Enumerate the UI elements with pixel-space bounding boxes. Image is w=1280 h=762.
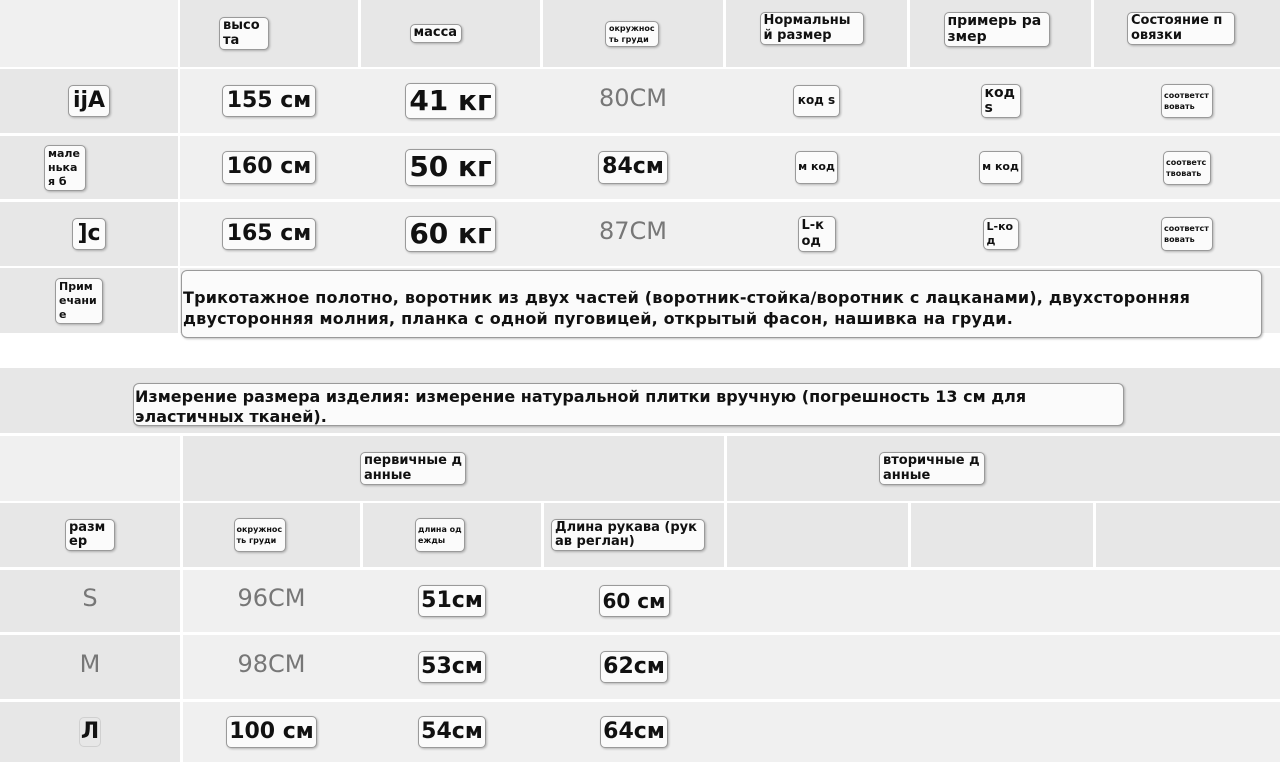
size-cell-1 [0, 69, 178, 133]
header-trial-size [910, 0, 1091, 67]
normal-value-3: L-код [798, 216, 836, 252]
header-normal-size-label: Нормальный размер [760, 12, 864, 45]
chest-cell-1 [543, 69, 723, 133]
secondary-group-header [727, 436, 1280, 501]
chest-value-s: 96CM [237, 584, 306, 612]
chest-cell-m [183, 635, 360, 699]
size-value-l: Л [79, 717, 101, 747]
empty-header-bg-2 [911, 503, 1093, 567]
corner-cell-2 [0, 436, 180, 501]
header-height [180, 0, 358, 67]
empty-header-bg-3 [1096, 503, 1280, 567]
header-weight-label: масса [410, 24, 462, 42]
normal-cell-1 [726, 69, 907, 133]
trial-cell-1 [910, 69, 1091, 133]
chest-value-2: 84см [598, 151, 668, 183]
trial-cell-3 [910, 202, 1091, 266]
length-value-l: 54см [418, 716, 486, 748]
sleeve-cell-l [544, 702, 724, 762]
size-cell-l [0, 702, 180, 762]
size-label-2: маленькая б [44, 145, 86, 191]
normal-value-2: м код [795, 151, 838, 183]
chest-value-1: 80CM [598, 84, 667, 112]
note-label: Примечание [55, 278, 103, 324]
header-state [1094, 0, 1280, 67]
weight-cell-3 [361, 202, 540, 266]
state-value-2: соответствовать [1163, 151, 1211, 185]
trial-value-2: м код [979, 151, 1022, 183]
length-value-m: 53см [418, 651, 486, 683]
chest-cell-3 [543, 202, 723, 266]
sleeve-header [544, 503, 724, 567]
trial-value-1: код s [981, 84, 1021, 119]
chest-value-l: 100 см [226, 716, 317, 748]
chest-header [183, 503, 360, 567]
length-header [363, 503, 541, 567]
weight-cell-1 [361, 69, 540, 133]
chest-header-label: окружность груди [234, 518, 286, 552]
size-cell-s [0, 570, 180, 632]
header-normal-size [726, 0, 907, 67]
state-cell-3 [1094, 202, 1280, 266]
length-cell-l [363, 702, 541, 762]
height-value-3: 165 см [222, 218, 317, 250]
header-trial-size-label: примерь размер [944, 12, 1050, 47]
state-cell-1 [1094, 69, 1280, 133]
empty-header-bg-1 [727, 503, 908, 567]
sleeve-cell-m [544, 635, 724, 699]
normal-value-1: код s [793, 85, 840, 116]
trial-value-3: L-код [983, 218, 1019, 250]
length-value-s: 51см [418, 585, 486, 617]
size-cell-2 [0, 136, 178, 199]
trial-cell-2 [910, 136, 1091, 199]
length-cell-m [363, 635, 541, 699]
sleeve-cell-s [544, 570, 724, 632]
size-cell-m [0, 635, 180, 699]
height-cell-3 [180, 202, 358, 266]
size-value-m: M [79, 650, 101, 678]
height-value-1: 155 см [222, 85, 317, 117]
normal-cell-3 [726, 202, 907, 266]
weight-value-1: 41 кг [405, 83, 495, 120]
header-height-label: высота [219, 17, 269, 50]
chest-cell-2 [543, 136, 723, 199]
measurement-note: Измерение размера изделия: измерение натуральной плитки вручную (погрешность 13 см для эластичных тканей). [133, 383, 1124, 426]
chest-value-3: 87CM [598, 217, 667, 245]
note-label-cell [0, 268, 178, 333]
chest-cell-s [183, 570, 360, 632]
primary-group-header [183, 436, 724, 501]
state-value-1: соответствовать [1161, 84, 1213, 118]
height-cell-1 [180, 69, 358, 133]
size-header-label: размер [65, 519, 115, 552]
header-chest-label: окружность груди [605, 21, 659, 47]
weight-value-3: 60 кг [405, 216, 495, 253]
sleeve-value-l: 64см [600, 716, 668, 748]
state-cell-2 [1094, 136, 1280, 199]
note-text: Трикотажное полотно, воротник из двух частей (воротник-стойка/воротник с лацканами), двухсторонняя двусторонняя молния, планка с одной пуговицей, открытый фасон, нашивка на груди. [181, 270, 1262, 338]
header-weight [361, 0, 540, 67]
size-value-s: S [82, 584, 98, 612]
size-label-1: ijA [68, 85, 110, 117]
chest-value-m: 98CM [237, 650, 306, 678]
size-header [0, 503, 180, 567]
header-state-label: Состояние повязки [1127, 12, 1235, 45]
weight-value-2: 50 кг [405, 149, 495, 186]
corner-cell [0, 0, 178, 67]
normal-cell-2 [726, 136, 907, 199]
primary-group-label: первичные данные [360, 452, 466, 485]
size-cell-3 [0, 202, 178, 266]
height-cell-2 [180, 136, 358, 199]
header-chest [543, 0, 723, 67]
sleeve-value-s: 60 см [599, 585, 670, 617]
size-label-3: ]c [72, 218, 105, 250]
length-cell-s [363, 570, 541, 632]
sleeve-value-m: 62см [600, 651, 668, 683]
height-value-2: 160 см [222, 151, 317, 183]
secondary-group-label: вторичные данные [879, 452, 985, 485]
chest-cell-l [183, 702, 360, 762]
weight-cell-2 [361, 136, 540, 199]
sleeve-header-label: Длина рукава (рукав реглан) [551, 519, 705, 552]
length-header-label: длина одежды [415, 518, 465, 552]
state-value-3: соответствовать [1161, 217, 1213, 251]
